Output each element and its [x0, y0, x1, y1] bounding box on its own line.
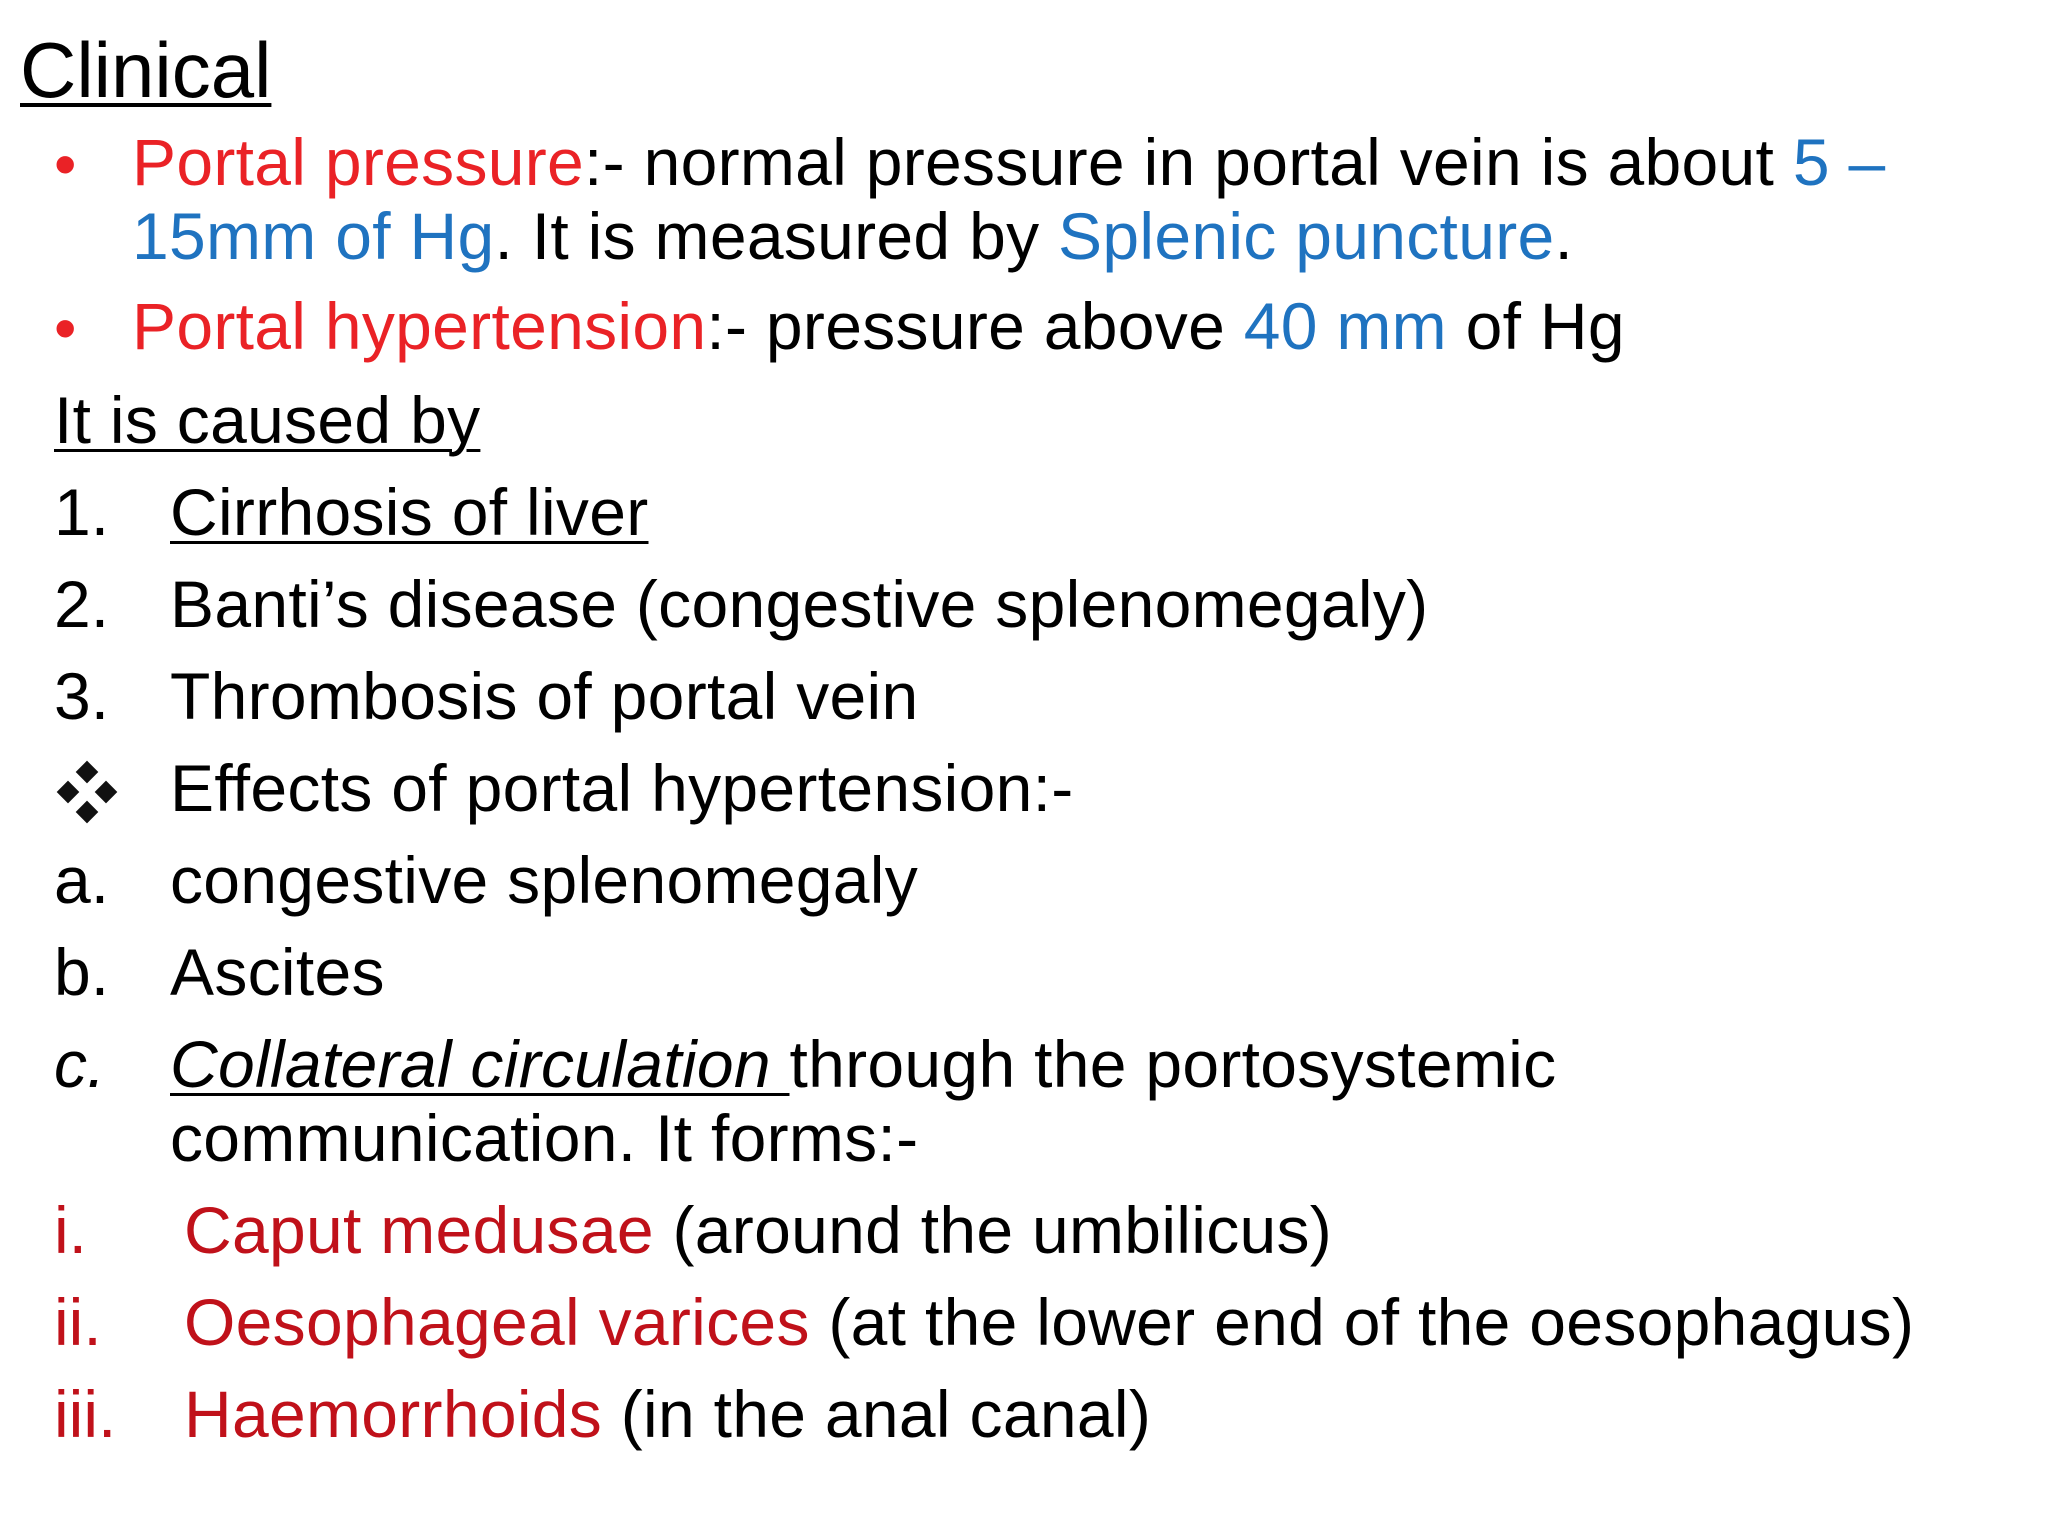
form-item — [184, 1194, 1332, 1266]
form-term: Caput medusae — [184, 1193, 654, 1267]
form-term: Haemorrhoids — [184, 1377, 603, 1451]
cause-item: Banti’s disease (congestive splenomegaly) — [170, 567, 1429, 641]
cause-marker: 2. — [54, 567, 110, 641]
form-item — [184, 1378, 1151, 1450]
form-marker: ii. — [54, 1285, 102, 1359]
portal-pressure-term: Portal pressure — [132, 125, 585, 199]
form-text: (at the lower end of the oesophagus) — [809, 1285, 1915, 1359]
effect-item-collateral-line-1 — [170, 1028, 1556, 1100]
measurement-method: Splenic puncture — [1058, 199, 1555, 273]
causes-heading: It is caused by — [54, 383, 481, 457]
portal-pressure-line-1 — [132, 126, 1885, 198]
slide-title: Clinical — [20, 26, 272, 114]
form-item — [184, 1286, 1914, 1358]
effect-marker: c. — [54, 1027, 106, 1101]
effect-item-collateral-line-2: communication. It forms:- — [170, 1101, 919, 1175]
portal-pressure-text-a: :- normal pressure in portal vein is about — [584, 125, 1793, 199]
portal-pressure-text-c: . — [1554, 199, 1574, 273]
form-text: (in the anal canal) — [602, 1377, 1152, 1451]
effects-heading: Effects of portal hypertension:- — [170, 751, 1074, 825]
portal-hypertension-term: Portal hypertension — [132, 289, 707, 363]
portal-hypertension-line — [132, 290, 1625, 362]
bullet-dot: • — [54, 292, 77, 364]
effect-marker: a. — [54, 843, 110, 917]
effect-item: congestive splenomegaly — [170, 843, 919, 917]
portal-pressure-line-2 — [132, 200, 1573, 272]
cause-marker: 1. — [54, 475, 110, 549]
form-term: Oesophageal varices — [184, 1285, 810, 1359]
portal-pressure-text-b: . It is measured by — [494, 199, 1059, 273]
collateral-circulation-term: Collateral circulation — [170, 1027, 790, 1101]
form-marker: iii. — [54, 1377, 117, 1451]
effect-marker: b. — [54, 935, 110, 1009]
portal-pressure-value-b: 15mm of Hg — [132, 199, 495, 273]
form-marker: i. — [54, 1193, 87, 1267]
portal-pressure-value-a: 5 – — [1792, 125, 1886, 199]
collateral-text-a: through the portosystemic — [789, 1027, 1557, 1101]
effect-item: Ascites — [170, 935, 385, 1009]
portal-hypertension-text-b: of Hg — [1446, 289, 1625, 363]
portal-hypertension-text-a: :- pressure above — [706, 289, 1244, 363]
cause-marker: 3. — [54, 659, 110, 733]
form-text: (around the umbilicus) — [653, 1193, 1333, 1267]
cause-item: Thrombosis of portal vein — [170, 659, 919, 733]
bullet-dot: • — [54, 128, 77, 200]
diamond-bullet-icon — [56, 762, 118, 824]
cause-item: Cirrhosis of liver — [170, 475, 649, 549]
portal-hypertension-value: 40 mm — [1243, 289, 1447, 363]
